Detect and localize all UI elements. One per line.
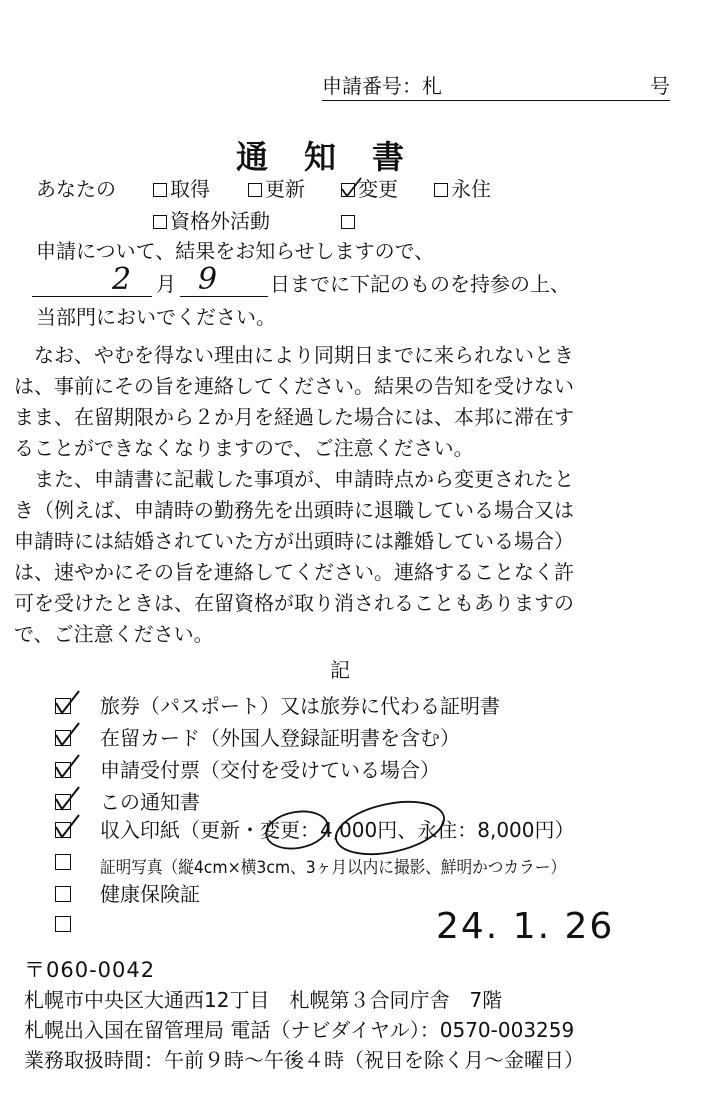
renewal-checkbox	[248, 183, 262, 197]
item-text: 申請受付票（交付を受けている場合）	[100, 758, 440, 782]
application-number-field	[322, 76, 670, 101]
application-type-prefix: あなたの	[36, 177, 116, 201]
paragraph2-line: 可を受けたときは、在留資格が取り消されることもありますの	[14, 591, 574, 615]
list-item	[0, 694, 700, 718]
item-text: 証明写真（縦4cm×横3cm、3ヶ月以内に撮影、鮮明かつカラー）	[100, 858, 566, 878]
address-line: 札幌市中央区大通西12丁目 札幌第３合同庁舎 7階	[24, 988, 503, 1012]
list-item	[0, 882, 700, 906]
business-hours-line: 業務取扱時間：午前９時～午後４時（祝日を除く月～金曜日）	[24, 1048, 584, 1072]
intro-line3: 当部門においでください。	[36, 305, 276, 329]
month-value: 2	[112, 262, 132, 297]
day-label: 日までに下記のものを持参の上、	[270, 272, 570, 296]
application-number-label: 申請番号：札	[322, 74, 442, 98]
check-mark-icon	[52, 720, 82, 750]
item-text: 在留カード（外国人登録証明書を含む）	[100, 726, 460, 750]
paragraph2-line: は、速やかにその旨を連絡してください。連絡することなく許	[14, 560, 574, 584]
day-value: 9	[198, 262, 218, 297]
paragraph2-line: また、申請書に記載した事項が、申請時点から変更されたと	[14, 467, 574, 491]
list-item	[0, 726, 700, 750]
acquisition-checkbox	[153, 183, 167, 197]
application-number-suffix: 号	[650, 74, 670, 98]
option-other-activity	[153, 211, 270, 231]
blank-checkbox	[341, 215, 355, 229]
acquisition-label: 取得	[170, 177, 210, 201]
paragraph2-line: き（例えば、申請時の勤務先を出頭時に退職している場合又は	[14, 498, 574, 522]
list-item	[0, 758, 700, 782]
item-checkbox	[55, 916, 71, 932]
paragraph1-line: なお、やむを得ない理由により同期日までに来られないとき	[14, 343, 574, 367]
paragraph1-line: は、事前にその旨を連絡してください。結果の告知を受けない	[14, 374, 574, 398]
item-checkbox	[55, 886, 71, 902]
other-activity-label: 資格外活動	[170, 209, 270, 233]
item-text: 健康保険証	[100, 882, 200, 906]
option-blank	[341, 211, 358, 231]
office-phone-line: 札幌出入国在留管理局 電話（ナビダイヤル）：0570-003259	[24, 1018, 575, 1042]
document-title: 通 知 書	[236, 138, 407, 176]
item-text: 旅券（パスポート）又は旅券に代わる証明書	[100, 694, 500, 718]
postal-code: 〒060-0042	[24, 958, 156, 982]
paragraph2-line: で、ご注意ください。	[14, 622, 214, 646]
permanent-label: 永住	[451, 177, 491, 201]
option-renewal	[248, 179, 305, 199]
option-acquisition	[153, 179, 210, 199]
date-stamp: 24. 1. 26	[436, 906, 615, 947]
circle-mark-icon	[262, 808, 332, 852]
check-mark-icon	[52, 784, 82, 814]
option-permanent	[434, 179, 491, 199]
check-mark-icon	[52, 688, 82, 718]
day-field	[180, 262, 268, 297]
change-checkbox	[341, 183, 355, 197]
list-item	[0, 818, 700, 842]
month-field	[32, 262, 152, 297]
list-item	[0, 850, 700, 878]
permanent-checkbox	[434, 183, 448, 197]
intro-line1: 申請について、結果をお知らせしますので、	[36, 239, 435, 263]
paragraph2-line: 申請時には結婚されていた方が出頭時には離婚している場合）	[14, 529, 574, 553]
month-label: 月	[156, 272, 176, 296]
check-mark-icon	[52, 812, 82, 842]
change-label: 変更	[358, 177, 398, 201]
item-checkbox	[55, 854, 71, 870]
item-text: 収入印紙（更新・変更：4,000円、永住：8,000円）	[100, 818, 575, 842]
ki-heading: 記	[330, 658, 350, 682]
item-text: この通知書	[100, 790, 200, 814]
check-mark-icon	[339, 176, 365, 200]
paragraph1-line: まま、在留期限から２か月を経過した場合には、本邦に滞在す	[14, 405, 574, 429]
paragraph1-line: ることができなくなりますので、ご注意ください。	[14, 436, 474, 460]
renewal-label: 更新	[265, 177, 305, 201]
circle-mark-icon	[330, 800, 450, 856]
option-change	[341, 179, 398, 199]
other-activity-checkbox	[153, 215, 167, 229]
check-mark-icon	[52, 752, 82, 782]
